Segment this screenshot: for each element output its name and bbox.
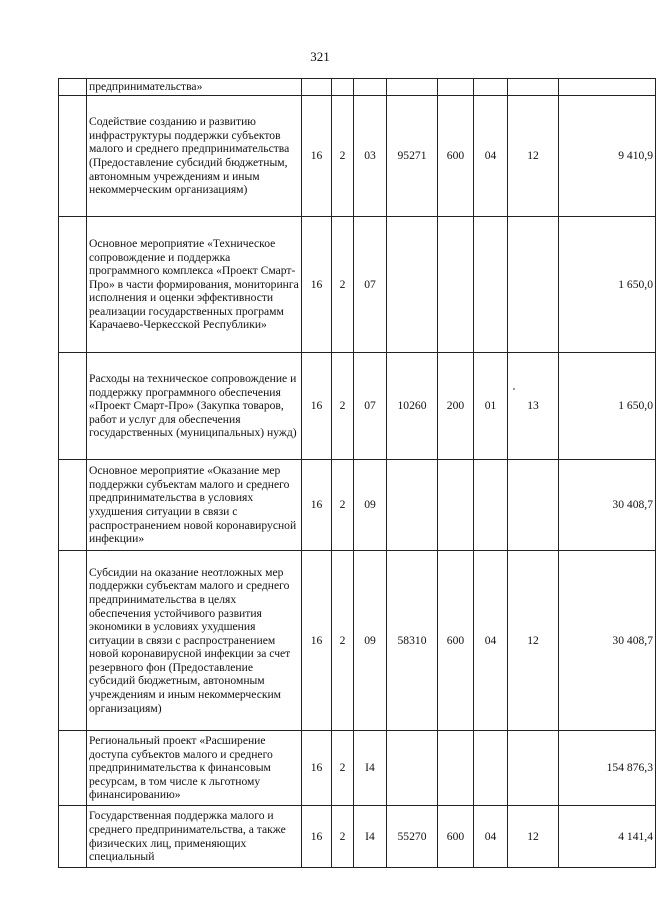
mer-cell: 03 (354, 96, 387, 217)
blank-cell (59, 551, 87, 731)
blank-cell (59, 353, 87, 460)
row-name-cell: Содействие созданию и развитию инфраструктуры поддержки субъектов малого и среднего предпринимательства (Предоставление субсидий бюджетным, автономным учреждениям и иным некоммерческим организациям) (87, 96, 302, 217)
row-name-cell: Основное мероприятие «Оказание мер поддержки субъектам малого и среднего предпринимательства в условиях ухудшения ситуации в связи с распространением новой коронавирусной инфекции» (87, 460, 302, 551)
dir-cell: 55270 (387, 806, 438, 868)
sum-cell (559, 79, 656, 96)
sum-cell: 154 876,3 (559, 731, 656, 806)
sum-cell: 1 650,0 (559, 217, 656, 353)
vr-cell (438, 217, 474, 353)
table-row (59, 551, 656, 731)
rz-cell (474, 731, 508, 806)
pr-cell (508, 217, 559, 353)
blank-cell (59, 806, 87, 868)
gr-cell: 16 (302, 217, 332, 353)
gr-cell: 16 (302, 96, 332, 217)
vr-cell: 600 (438, 96, 474, 217)
table-body (59, 79, 656, 868)
pr-cell (508, 731, 559, 806)
gr-cell: 16 (302, 806, 332, 868)
dir-cell: 58310 (387, 551, 438, 731)
gr-cell: 16 (302, 731, 332, 806)
rz-cell (474, 460, 508, 551)
mer-cell: 07 (354, 217, 387, 353)
pr-cell: 13 (508, 353, 559, 460)
sub-cell: 2 (332, 731, 354, 806)
sum-cell: 30 408,7 (559, 551, 656, 731)
sub-cell: 2 (332, 96, 354, 217)
page-number: 321 (310, 49, 330, 64)
rz-cell: 01 (474, 353, 508, 460)
row-name-cell: Региональный проект «Расширение доступа субъектов малого и среднего предпринимательства к финансовым ресурсам, в том числе к льготному финансированию» (87, 731, 302, 806)
sum-cell: 4 141,4 (559, 806, 656, 868)
rz-cell (474, 217, 508, 353)
sub-cell: 2 (332, 353, 354, 460)
pr-cell: 12 (508, 551, 559, 731)
sub-cell: 2 (332, 806, 354, 868)
mer-cell: 09 (354, 460, 387, 551)
mer-cell: I4 (354, 731, 387, 806)
vr-cell (438, 460, 474, 551)
table-row (59, 96, 656, 217)
sub-cell: 2 (332, 217, 354, 353)
table-row (59, 460, 656, 551)
gr-cell: 16 (302, 551, 332, 731)
blank-cell (59, 460, 87, 551)
dir-cell (387, 731, 438, 806)
blank-cell (59, 731, 87, 806)
rz-cell: 04 (474, 551, 508, 731)
row-name-cell: Расходы на техническое сопровождение и поддержку программного обеспечения «Проект Смарт-Про» (Закупка товаров, работ и услуг для обеспечения государственных (муниципальных) нужд) (87, 353, 302, 460)
table-row (59, 79, 656, 96)
vr-cell: 200 (438, 353, 474, 460)
vr-cell (438, 731, 474, 806)
sum-cell: 9 410,9 (559, 96, 656, 217)
rz-cell: 04 (474, 806, 508, 868)
table-row (59, 217, 656, 353)
rz-cell (474, 79, 508, 96)
pr-cell: 12 (508, 96, 559, 217)
dir-cell: 95271 (387, 96, 438, 217)
sub-cell (332, 79, 354, 96)
vr-cell: 600 (438, 806, 474, 868)
gr-cell: 16 (302, 460, 332, 551)
table-row (59, 806, 656, 868)
vr-cell: 600 (438, 551, 474, 731)
sum-cell: 1 650,0 (559, 353, 656, 460)
blank-cell (59, 217, 87, 353)
pr-cell: 12 (508, 806, 559, 868)
budget-table (58, 78, 656, 868)
row-name-cell: предпринимательства» (87, 79, 302, 96)
dir-cell (387, 460, 438, 551)
mer-cell: I4 (354, 806, 387, 868)
pr-cell (508, 460, 559, 551)
blank-cell (59, 96, 87, 217)
dir-cell (387, 217, 438, 353)
scan-speck (513, 388, 515, 390)
mer-cell: 07 (354, 353, 387, 460)
row-name-cell: Субсидии на оказание неотложных мер поддержки субъектам малого и среднего предпринимательства в целях обеспечения устойчивого развития экономики в условиях ухудшения ситуации в связи с распространением новой коронавирусной инфекции за счет резервного фон (Предоставление субсидий бюджетным, автономным учреждениям и иным некоммерческим организациям) (87, 551, 302, 731)
blank-cell (59, 79, 87, 96)
rz-cell: 04 (474, 96, 508, 217)
sub-cell: 2 (332, 551, 354, 731)
mer-cell: 09 (354, 551, 387, 731)
row-name-cell: Основное мероприятие «Техническое сопровождение и поддержка программного комплекса «Проект Смарт-Про» в части формирования, мониторинга исполнения и оценки эффективности реализации государственных программ Карачаево-Черкесской Республики» (87, 217, 302, 353)
mer-cell (354, 79, 387, 96)
dir-cell (387, 79, 438, 96)
row-name-cell: Государственная поддержка малого и среднего предпринимательства, а также физических лиц, применяющих специальный (87, 806, 302, 868)
gr-cell (302, 79, 332, 96)
vr-cell (438, 79, 474, 96)
dir-cell: 10260 (387, 353, 438, 460)
gr-cell: 16 (302, 353, 332, 460)
sub-cell: 2 (332, 460, 354, 551)
table-row (59, 731, 656, 806)
sum-cell: 30 408,7 (559, 460, 656, 551)
pr-cell (508, 79, 559, 96)
table-row (59, 353, 656, 460)
